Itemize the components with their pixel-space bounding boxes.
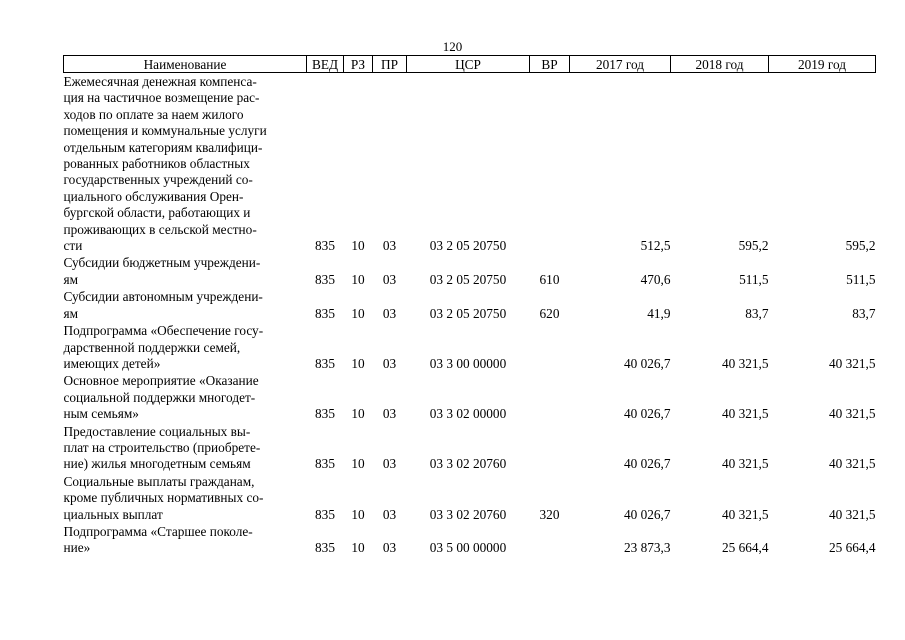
cell-csr: 03 3 02 00000 [429, 406, 507, 422]
cell-2017: 512,5 [640, 238, 671, 254]
name-line: циального обслуживания Орен- [63, 188, 244, 204]
cell-rz: 10 [351, 271, 365, 287]
cell-vr: 620 [539, 305, 560, 321]
budget-table [63, 55, 876, 557]
name-line: отдельным категориям квалифици- [63, 139, 263, 155]
cell-csr: 03 5 00 00000 [429, 540, 507, 556]
cell-2019: 83,7 [852, 305, 876, 321]
name-line: проживающих в сельской местно- [63, 221, 257, 237]
header-row [64, 56, 876, 73]
table-body [64, 73, 876, 557]
name-line: помещения и коммунальные услуги [63, 123, 267, 139]
cell-2018: 40 321,5 [721, 355, 769, 371]
cell-rz: 10 [351, 305, 365, 321]
name-line: сти [63, 238, 83, 254]
table-row [64, 322, 876, 372]
cell-csr: 03 3 02 20760 [429, 456, 507, 472]
name-line: имеющих детей» [63, 355, 161, 371]
cell-name [64, 322, 307, 372]
header-ved: ВЕД [307, 56, 344, 73]
cell-pr: 03 [382, 456, 397, 472]
cell-ved: 835 [315, 456, 335, 472]
cell-2017: 40 026,7 [623, 406, 671, 422]
header-csr: ЦСР [407, 56, 530, 73]
header-pr: ПР [373, 56, 407, 73]
cell-vr [530, 423, 570, 473]
name-line: бургской области, работающих и [63, 205, 251, 221]
name-line: Социальные выплаты гражданам, [63, 473, 255, 489]
header-2017: 2017 год [570, 56, 671, 73]
cell-2017: 470,6 [640, 271, 671, 287]
name-line: Субсидии автономным учреждени- [63, 289, 263, 305]
header-2019: 2019 год [769, 56, 876, 73]
cell-2019: 40 321,5 [828, 506, 876, 522]
name-line: ям [63, 305, 79, 321]
cell-ved: 835 [315, 506, 335, 522]
cell-2017: 40 026,7 [623, 355, 671, 371]
name-line: социальной поддержки многодет- [63, 389, 256, 405]
cell-2017: 40 026,7 [623, 456, 671, 472]
table-row [64, 473, 876, 523]
name-line: плат на строительство (приобрете- [63, 439, 261, 455]
cell-pr: 03 [382, 540, 397, 556]
cell-name [64, 423, 307, 473]
table-row [64, 372, 876, 422]
cell-vr: 320 [539, 506, 560, 522]
cell-pr: 03 [382, 305, 397, 321]
table-row [64, 73, 876, 255]
cell-rz: 10 [351, 540, 365, 556]
name-line: рованных работников областных [63, 156, 250, 172]
name-line: Субсидии бюджетным учреждени- [63, 255, 261, 271]
page-number: 120 [442, 39, 463, 54]
name-line: Основное мероприятие «Оказание [63, 373, 259, 389]
name-line: Подпрограмма «Старшее поколе- [63, 523, 253, 539]
cell-pr: 03 [382, 506, 397, 522]
cell-2018: 40 321,5 [721, 506, 769, 522]
cell-2019: 40 321,5 [828, 456, 876, 472]
cell-rz: 10 [351, 355, 365, 371]
name-line: кроме публичных нормативных со- [63, 490, 264, 506]
name-line: ние) жилья многодетным семьям [63, 456, 251, 472]
cell-2019: 40 321,5 [828, 355, 876, 371]
header-name: Наименование [64, 56, 307, 73]
cell-pr: 03 [382, 406, 397, 422]
cell-2018: 511,5 [739, 271, 769, 287]
name-line: ние» [63, 540, 91, 556]
cell-rz: 10 [351, 238, 365, 254]
cell-2018: 40 321,5 [721, 406, 769, 422]
cell-csr: 03 3 00 00000 [429, 355, 507, 371]
cell-2018: 83,7 [745, 305, 769, 321]
cell-name [64, 73, 307, 255]
cell-csr: 03 2 05 20750 [429, 305, 507, 321]
header-vr: ВР [530, 56, 570, 73]
cell-ved: 835 [315, 305, 335, 321]
name-line: ходов по оплате за наем жилого [63, 106, 244, 122]
cell-name [64, 523, 307, 557]
cell-pr: 03 [382, 238, 397, 254]
cell-vr [530, 372, 570, 422]
cell-2019: 595,2 [845, 238, 876, 254]
header-2018: 2018 год [671, 56, 769, 73]
name-line: ям [63, 271, 79, 287]
cell-vr [530, 322, 570, 372]
name-line: ным семьям» [63, 406, 139, 422]
table-row [64, 423, 876, 473]
cell-2018: 595,2 [738, 238, 769, 254]
cell-ved: 835 [315, 540, 335, 556]
cell-name [64, 473, 307, 523]
name-line: Предоставление социальных вы- [63, 423, 251, 439]
cell-vr [530, 523, 570, 557]
cell-pr: 03 [382, 355, 397, 371]
cell-rz: 10 [351, 506, 365, 522]
cell-rz: 10 [351, 406, 365, 422]
cell-name [64, 288, 307, 322]
cell-ved: 835 [315, 271, 335, 287]
cell-2017: 40 026,7 [623, 506, 671, 522]
cell-2017: 23 873,3 [623, 540, 671, 556]
name-line: государственных учреждений со- [63, 172, 253, 188]
cell-2017: 41,9 [647, 305, 671, 321]
table-row [64, 523, 876, 557]
cell-vr [530, 73, 570, 255]
cell-2019: 40 321,5 [828, 406, 876, 422]
cell-ved: 835 [315, 238, 335, 254]
cell-ved: 835 [315, 355, 335, 371]
header-rz: РЗ [344, 56, 373, 73]
cell-2019: 25 664,4 [828, 540, 876, 556]
cell-csr: 03 2 05 20750 [429, 271, 507, 287]
table-row [64, 288, 876, 322]
cell-name [64, 254, 307, 288]
cell-vr: 610 [539, 271, 560, 287]
table-row [64, 254, 876, 288]
name-line: Ежемесячная денежная компенса- [63, 74, 257, 89]
cell-rz: 10 [351, 456, 365, 472]
name-line: дарственной поддержки семей, [63, 339, 241, 355]
name-line: Подпрограмма «Обеспечение госу- [63, 323, 264, 339]
cell-csr: 03 3 02 20760 [429, 506, 507, 522]
cell-2018: 40 321,5 [721, 456, 769, 472]
cell-2018: 25 664,4 [721, 540, 769, 556]
cell-2019: 511,5 [846, 271, 876, 287]
cell-name [64, 372, 307, 422]
cell-csr: 03 2 05 20750 [429, 238, 507, 254]
cell-ved: 835 [315, 406, 335, 422]
cell-pr: 03 [382, 271, 397, 287]
name-line: ция на частичное возмещение рас- [63, 90, 260, 106]
name-line: циальных выплат [63, 506, 163, 522]
